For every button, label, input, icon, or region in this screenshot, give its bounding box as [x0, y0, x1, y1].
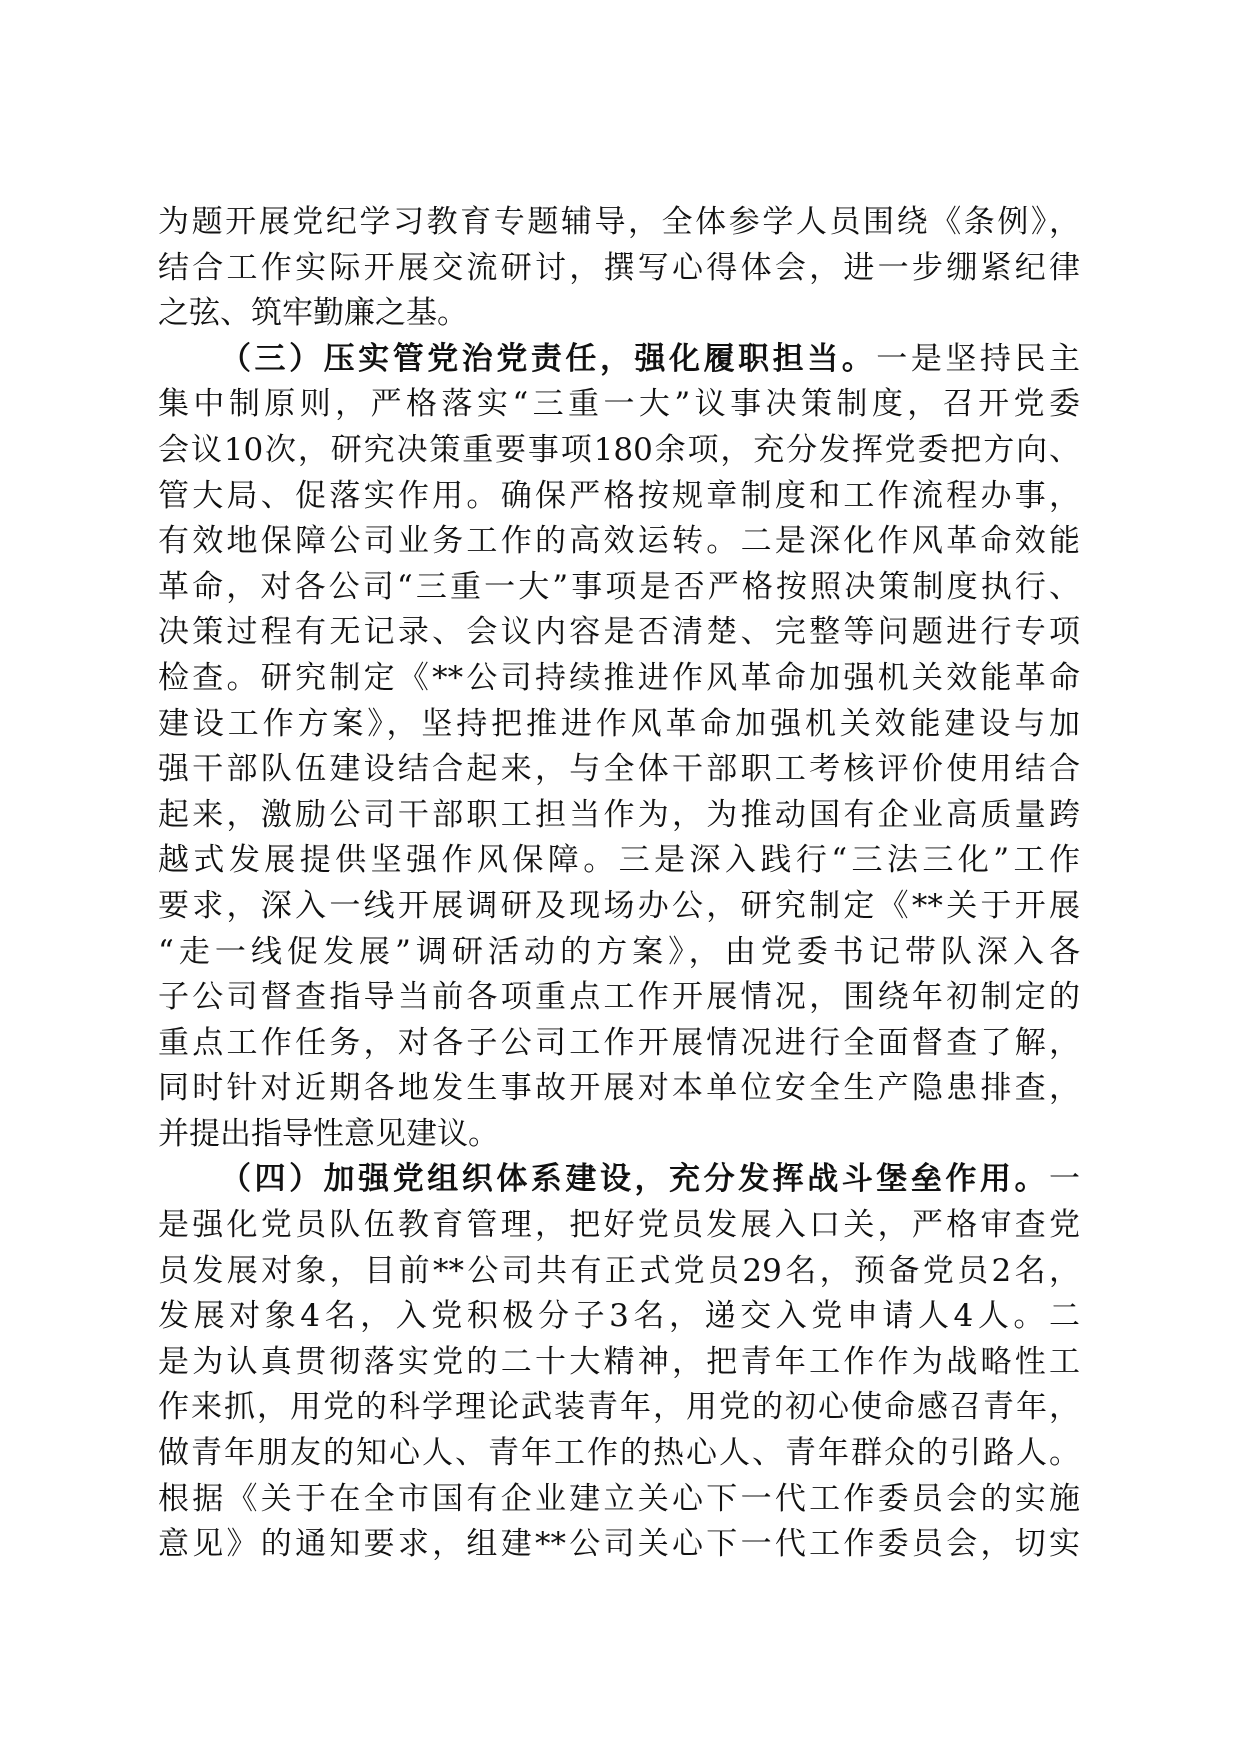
text-line: 决策过程有无记录、会议内容是否清楚、完整等问题进行专项: [158, 614, 1080, 651]
text-line: [158, 337, 1080, 383]
text-run: 一: [1049, 1161, 1080, 1198]
text-line: 管大局、促落实作用。确保严格按规章制度和工作流程办事，: [158, 477, 1080, 514]
text-line: 重点工作任务，对各子公司工作开展情况进行全面督查了解，: [158, 1024, 1080, 1061]
text-line: 要求，深入一线开展调研及现场办公，研究制定《**关于开展: [158, 887, 1080, 924]
text-line: 发展对象4名，入党积极分子3名，递交入党申请人4人。二: [158, 1298, 1080, 1335]
document-page: [158, 200, 1080, 1568]
section-heading: （四）加强党组织体系建设，充分发挥战斗堡垒作用。: [220, 1161, 1049, 1198]
text-line: 同时针对近期各地发生事故开展对本单位安全生产隐患排查，: [158, 1070, 1080, 1107]
paragraph: [158, 337, 1080, 1158]
text-line: 越式发展提供坚强作风保障。三是深入践行“三法三化”工作: [158, 842, 1080, 879]
text-line: 起来，激励公司干部职工担当作为，为推动国有企业高质量跨: [158, 796, 1080, 833]
text-line: 是强化党员队伍教育管理，把好党员发展入口关，严格审查党: [158, 1207, 1080, 1244]
text-line: 意见》的通知要求，组建**公司关心下一代工作委员会，切实: [158, 1526, 1080, 1563]
paragraph: [158, 200, 1080, 337]
text-line: 集中制原则，严格落实“三重一大”议事决策制度，召开党委: [158, 386, 1080, 423]
paragraph: [158, 1157, 1080, 1567]
text-line: 子公司督查指导当前各项重点工作开展情况，围绕年初制定的: [158, 979, 1080, 1016]
text-line: 根据《关于在全市国有企业建立关心下一代工作委员会的实施: [158, 1480, 1080, 1517]
text-line: 员发展对象，目前**公司共有正式党员29名，预备党员2名，: [158, 1252, 1080, 1289]
text-line: 作来抓，用党的科学理论武装青年，用党的初心使命感召青年，: [158, 1389, 1080, 1426]
text-line: 为题开展党纪学习教育专题辅导，全体参学人员围绕《条例》，: [158, 204, 1080, 240]
text-line: 检查。研究制定《**公司持续推进作风革命加强机关效能革命: [158, 659, 1080, 696]
text-line: 建设工作方案》，坚持把推进作风革命加强机关效能建设与加: [158, 705, 1080, 742]
text-line: 革命，对各公司“三重一大”事项是否严格按照决策制度执行、: [158, 568, 1080, 605]
text-line: [158, 1157, 1080, 1203]
text-run: 一是坚持民主: [876, 340, 1080, 377]
text-line: 有效地保障公司业务工作的高效运转。二是深化作风革命效能: [158, 523, 1080, 560]
text-line: 结合工作实际开展交流研讨，撰写心得体会，进一步绷紧纪律: [158, 249, 1080, 286]
text-line: 强干部队伍建设结合起来，与全体干部职工考核评价使用结合: [158, 751, 1080, 788]
text-line: 会议10次，研究决策重要事项180余项，充分发挥党委把方向、: [158, 431, 1080, 468]
text-line: 之弦、筑牢勤廉之基。: [158, 295, 468, 332]
text-line: 做青年朋友的知心人、青年工作的热心人、青年群众的引路人。: [158, 1435, 1080, 1472]
text-line: “走一线促发展”调研活动的方案》，由党委书记带队深入各: [158, 933, 1080, 970]
text-line: 并提出指导性意见建议。: [158, 1115, 499, 1152]
section-heading: （三）压实管党治党责任，强化履职担当。: [220, 340, 877, 377]
text-line: 是为认真贯彻落实党的二十大精神，把青年工作作为战略性工: [158, 1343, 1080, 1380]
